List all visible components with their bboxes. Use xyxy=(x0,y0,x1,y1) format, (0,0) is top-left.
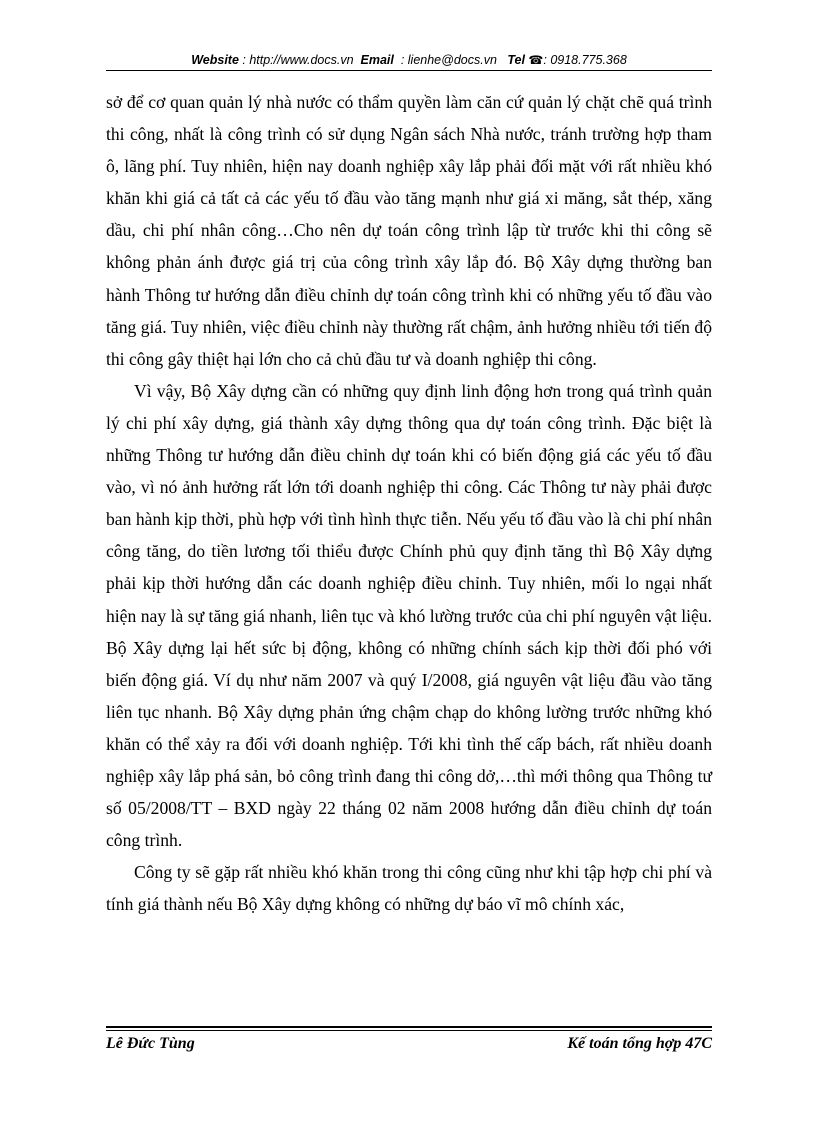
footer-divider-thick xyxy=(106,1026,712,1028)
document-body xyxy=(106,86,712,920)
email-label: Email xyxy=(360,53,394,67)
header-divider xyxy=(106,70,712,71)
email-value: : lienhe@docs.vn xyxy=(400,53,497,67)
paragraph-2: Vì vậy, Bộ Xây dựng cần có những quy định linh động hơn trong quá trình quản lý chi phí xây dựng, giá thành xây dựng thông qua dự toán công trình. Đặc biệt là những Thông tư hướng dẫn điều chỉnh dự toán khi có biến động giá các yếu tố đầu vào, vì nó ảnh hưởng rất lớn tới doanh nghiệp thi công. Các Thông tư này phải được ban hành kịp thời, phù hợp với tình hình thực tiễn. Nếu yếu tố đầu vào là chi phí nhân công tăng, do tiền lương tối thiểu được Chính phủ quy định tăng thì Bộ Xây dựng phải kịp thời hướng dẫn các doanh nghiệp điều chỉnh. Tuy nhiên, mối lo ngại nhất hiện nay là sự tăng giá nhanh, liên tục và khó lường trước của chi phí nguyên vật liệu. Bộ Xây dựng lại hết sức bị động, không có những chính sách kịp thời đối phó với biến động giá. Ví dụ như năm 2007 và quý I/2008, giá nguyên vật liệu đầu vào tăng liên tục nhanh. Bộ Xây dựng phản ứng chậm chạp do không lường trước những khó khăn có thể xảy ra đối với doanh nghiệp. Tới khi tình thế cấp bách, rất nhiều doanh nghiệp xây lắp phá sản, bỏ công trình đang thi công dở,…thì mới thông qua Thông tư số 05/2008/TT – BXD ngày 22 tháng 02 năm 2008 hướng dẫn điều chỉnh dự toán công trình. xyxy=(106,380,712,851)
tel-label: Tel xyxy=(507,53,525,67)
footer-author: Lê Đức Tùng xyxy=(106,1035,195,1052)
tel-value: : 0918.775.368 xyxy=(543,53,627,67)
website-label: Website xyxy=(191,53,239,67)
website-value: : http://www.docs.vn xyxy=(242,53,354,67)
phone-icon: ☎ xyxy=(528,53,544,67)
footer-class: Kế toán tổng hợp 47C xyxy=(567,1035,712,1052)
footer-divider-thin xyxy=(106,1030,712,1031)
paragraph-3: Công ty sẽ gặp rất nhiều khó khăn trong thi công cũng như khi tập hợp chi phí và tính giá thành nếu Bộ Xây dựng không có những dự báo vĩ mô chính xác, xyxy=(106,862,712,915)
page-header xyxy=(106,50,712,70)
paragraph-1: sở để cơ quan quản lý nhà nước có thẩm quyền làm căn cứ quản lý chặt chẽ quá trình thi công, nhất là công trình có sử dụng Ngân sách Nhà nước, tránh trường hợp tham ô, lãng phí. Tuy nhiên, hiện nay doanh nghiệp xây lắp phải đối mặt với rất nhiều khó khăn khi giá cả tất cả các yếu tố đầu vào tăng mạnh như giá xi măng, sắt thép, xăng dầu, chi phí nhân công…Cho nên dự toán công trình lập từ trước khi thi công sẽ không phản ánh được giá trị của công trình xây lắp đó. Bộ Xây dựng thường ban hành Thông tư hướng dẫn điều chỉnh dự toán công trình khi có những yếu tố đầu vào tăng giá. Tuy nhiên, việc điều chỉnh này thường rất chậm, ảnh hưởng nhiều tới tiến độ thi công gây thiệt hại lớn cho cả chủ đầu tư và doanh nghiệp thi công. xyxy=(106,92,712,369)
